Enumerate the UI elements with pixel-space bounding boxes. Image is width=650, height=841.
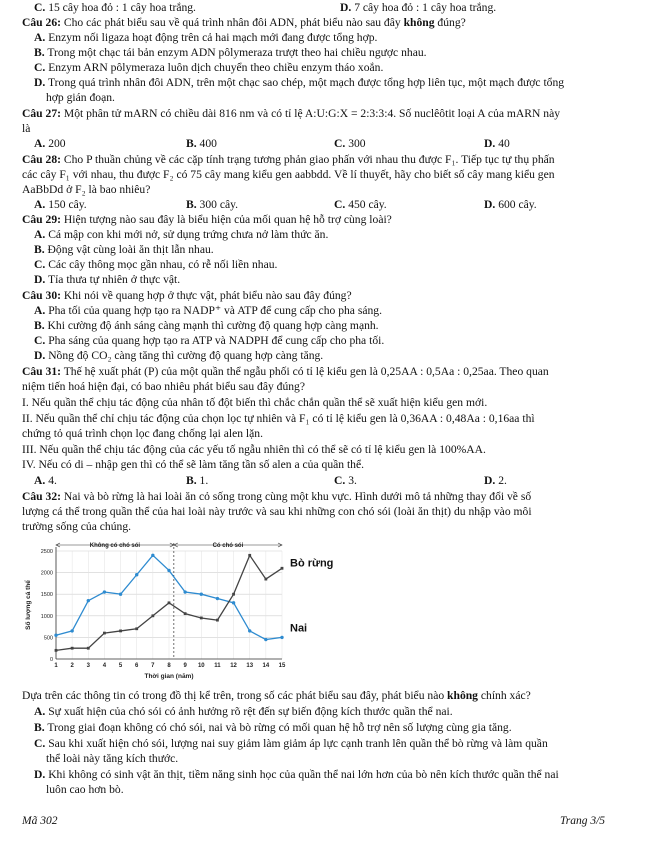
period2-label: Có chó sói	[212, 543, 244, 549]
q32-stem-cont2: trường sống của chúng.	[22, 520, 132, 533]
q32-option-a[interactable]: A. Sự xuất hiện của chó sói có ảnh hưởng rõ rệt đến sự biến động kích thước quần thể nai.	[34, 705, 453, 718]
population-line-chart	[20, 535, 350, 685]
q30-option-a[interactable]: A. Pha tối của quang hợp tạo ra NADP⁺ và ATP để cung cấp cho pha sáng.	[34, 304, 382, 317]
data-point-nai	[232, 601, 235, 604]
data-point-nai	[87, 599, 90, 602]
q31-statement-4: IV. Nếu có di – nhập gen thì có thể sẽ làm tăng tần số alen a của quần thể.	[22, 458, 365, 471]
q32-option-b[interactable]: B. Trong giai đoạn không có chó sói, nai và bò rừng có mối quan hệ hỗ trợ nên số lượng cùng gia tăng.	[34, 721, 512, 734]
q31-option-d[interactable]: D. 2.	[484, 474, 507, 487]
data-point-bo-rung	[248, 554, 251, 557]
q27-option-d[interactable]: D. 40	[484, 137, 510, 150]
q29-option-d[interactable]: D. Tỉa thưa tự nhiên ở thực vật.	[34, 273, 181, 286]
x-tick-label: 3	[86, 663, 90, 669]
series-label: Bò rừng	[290, 557, 334, 570]
x-tick-label: 4	[102, 663, 107, 669]
x-tick-label: 6	[135, 663, 139, 669]
q25-option-c[interactable]: C. 15 cây hoa đỏ : 1 cây hoa trắng.	[34, 1, 196, 14]
data-point-bo-rung	[55, 649, 58, 652]
period1-label: Không có chó sói	[89, 543, 141, 549]
x-tick-label: 1	[54, 663, 58, 669]
y-tick-label: 500	[43, 635, 53, 642]
x-tick-label: 12	[230, 663, 237, 669]
data-point-nai	[119, 593, 122, 596]
q27-option-a[interactable]: A. 200	[34, 137, 66, 150]
q31-stem-cont: niệm tiến hoá hiện đại, có bao nhiêu phát biểu sau đây đúng?	[22, 380, 305, 393]
q30-option-d[interactable]: D. Nồng độ CO₂ càng tăng thì cường độ quang hợp càng tăng.	[34, 349, 324, 362]
q32-option-d[interactable]: D. Khi không có sinh vật ăn thịt, tiềm năng sinh học của quần thể nai lớn hơn của bò nên kích thước quần thể nai	[34, 768, 559, 781]
x-tick-label: 2	[70, 663, 74, 669]
x-tick-label: 9	[183, 663, 187, 669]
q31-statement-2: II. Nếu quần thể chỉ chịu tác động của chọn lọc tự nhiên và F₁ có tỉ lệ kiểu gen là 0,36AA : 0,48Aa : 0,16aa thì	[22, 412, 535, 425]
data-point-bo-rung	[119, 630, 122, 633]
q29-stem: Câu 29: Hiện tượng nào sau đây là biểu hiện của mối quan hệ hỗ trợ cùng loài?	[22, 213, 392, 226]
data-point-nai	[167, 569, 170, 572]
data-point-nai	[200, 593, 203, 596]
x-axis-title: Thời gian (năm)	[144, 673, 194, 680]
q28-stem: Câu 28: Cho P thuần chủng về các cặp tính trạng tương phản giao phấn với nhau thu được F₁. Tiếp tục tự thụ phấn	[22, 153, 555, 166]
x-tick-label: 10	[197, 663, 205, 669]
y-tick-label: 1500	[40, 592, 53, 599]
data-point-bo-rung	[168, 601, 171, 604]
data-point-nai	[248, 629, 251, 632]
q31-stem: Câu 31: Thế hệ xuất phát (P) của một quần thể ngẫu phối có tỉ lệ kiểu gen là 0,25AA : 0,5Aa : 0,25aa. Theo quan	[22, 365, 549, 378]
data-point-nai	[135, 573, 138, 576]
chart-grid	[56, 551, 282, 659]
q32-after-stem: Dựa trên các thông tin có trong đồ thị kể trên, trong số các phát biểu sau đây, phát biểu nào không chính xác?	[22, 689, 531, 702]
data-point-nai	[54, 634, 57, 637]
x-tick-label: 13	[246, 663, 254, 669]
q31-option-c[interactable]: C. 3.	[334, 474, 357, 487]
exam-code: Mã 302	[22, 815, 58, 827]
data-point-nai	[151, 554, 154, 557]
q29-option-a[interactable]: A. Cá mập con khi mới nở, sử dụng trứng chưa nở làm thức ăn.	[34, 228, 329, 241]
data-point-nai	[70, 629, 73, 632]
data-point-nai	[103, 590, 106, 593]
data-point-bo-rung	[151, 614, 154, 617]
x-tick-label: 8	[167, 663, 171, 669]
data-point-nai	[280, 636, 283, 639]
data-point-bo-rung	[103, 632, 106, 635]
q29-option-b[interactable]: B. Động vật cùng loài ăn thịt lẫn nhau.	[34, 243, 214, 256]
data-point-bo-rung	[232, 593, 235, 596]
q32-stem-cont: lượng cá thể trong quần thể của hai loài này trước và sau khi những con chó sói (loài ăn thịt) du nhập vào môi	[22, 505, 532, 518]
q28-option-a[interactable]: A. 150 cây.	[34, 198, 87, 211]
chart-labels	[24, 543, 333, 680]
data-point-bo-rung	[264, 578, 267, 581]
y-tick-label: 1000	[40, 613, 53, 620]
q32-option-d-cont: luôn cao hơn bò.	[46, 783, 124, 796]
q31-statement-2-cont: chứng tỏ quá trình chọn lọc đang chống lại alen lặn.	[22, 427, 263, 440]
q29-option-c[interactable]: C. Các cây thông mọc gần nhau, có rễ nối liền nhau.	[34, 258, 278, 271]
q26-option-b[interactable]: B. Trong một chạc tái bản enzym ADN pôlymeraza trượt theo hai chiều ngược nhau.	[34, 46, 427, 59]
x-tick-label: 7	[151, 663, 155, 669]
data-point-bo-rung	[184, 612, 187, 615]
q26-option-a[interactable]: A. Enzym nối ligaza hoạt động trên cả hai mạch mới đang được tổng hợp.	[34, 31, 378, 44]
y-tick-label: 0	[49, 657, 53, 663]
q26-stem: Câu 26: Cho các phát biểu sau về quá trình nhân đôi ADN, phát biểu nào sau đây không đúng?	[22, 16, 466, 29]
data-point-bo-rung	[87, 647, 90, 650]
data-point-bo-rung	[135, 627, 138, 630]
q30-stem: Câu 30: Khi nói về quang hợp ở thực vật, phát biểu nào sau đây đúng?	[22, 289, 352, 302]
y-tick-label: 2000	[40, 570, 53, 577]
q31-statement-3: III. Nếu quần thể chịu tác động của các yếu tố ngẫu nhiên thì có thể sẽ có tỉ lệ kiểu gen là 100%AA.	[22, 443, 486, 456]
q28-stem-cont2: AaBbDd ở F₂ là bao nhiêu?	[22, 183, 151, 196]
q32-option-c[interactable]: C. Sau khi xuất hiện chó sói, lượng nai suy giảm làm giảm áp lực cạnh tranh lên quần thể bò rừng và làm quần	[34, 737, 548, 750]
data-point-nai	[264, 638, 267, 641]
page-number: Trang 3/5	[560, 815, 606, 827]
q25-option-d[interactable]: D. 7 cây hoa đỏ : 1 cây hoa trắng.	[340, 1, 497, 14]
data-point-bo-rung	[71, 647, 74, 650]
q26-option-d[interactable]: D. Trong quá trình nhân đôi ADN, trên một chạc sao chép, một mạch được tổng hợp liên tục, một mạch được tổng	[34, 76, 565, 89]
y-tick-label: 2500	[40, 549, 53, 555]
x-tick-label: 5	[118, 663, 123, 669]
q28-option-c[interactable]: C. 450 cây.	[334, 198, 387, 211]
series-label: Nai	[290, 622, 308, 635]
data-point-nai	[183, 590, 186, 593]
data-point-bo-rung	[216, 619, 219, 622]
x-tick-label: 11	[214, 663, 221, 669]
q28-option-d[interactable]: D. 600 cây.	[484, 198, 537, 211]
q26-option-d-cont: hợp gián đoạn.	[46, 91, 115, 104]
x-tick-label: 14	[262, 663, 270, 669]
q31-statement-1: I. Nếu quần thể chịu tác động của nhân tố đột biến thì chắc chắn quần thể sẽ xuất hiện kiểu gen mới.	[22, 396, 488, 409]
q27-option-b[interactable]: B. 400	[186, 137, 217, 150]
q31-option-a[interactable]: A. 4.	[34, 474, 57, 487]
data-point-bo-rung	[200, 617, 203, 620]
q27-stem: Câu 27: Một phân tử mARN có chiều dài 816 nm và có tỉ lệ A:U:G:X = 2:3:3:4. Số nuclêôtit loại A của mARN này	[22, 107, 561, 120]
q32-stem: Câu 32: Nai và bò rừng là hai loài ăn cỏ sống trong cùng một khu vực. Hình dưới mô tả những thay đổi về số	[22, 490, 532, 503]
data-point-bo-rung	[281, 567, 284, 570]
x-tick-label: 15	[278, 663, 286, 669]
y-axis-title: Số lượng cá thể	[25, 580, 32, 630]
q28-option-b[interactable]: B. 300 cây.	[186, 198, 239, 211]
q26-option-c[interactable]: C. Enzym ARN pôlymeraza luôn dịch chuyển theo chiều enzym tháo xoắn.	[34, 61, 384, 74]
q27-stem-cont: là	[22, 122, 31, 135]
q27-option-c[interactable]: C. 300	[334, 137, 366, 150]
q30-option-c[interactable]: C. Pha sáng của quang hợp tạo ra ATP và NADPH để cung cấp cho pha tối.	[34, 334, 385, 347]
q30-option-b[interactable]: B. Khi cường độ ánh sáng càng mạnh thì cường độ quang hợp càng mạnh.	[34, 319, 379, 332]
q32-option-c-cont: thể loài này tăng kích thước.	[46, 752, 179, 765]
q28-stem-cont: các cây F₁ với nhau, thu được F₂ có 75 cây mang kiểu gen aabbdd. Về lí thuyết, hãy cho biết số cây mang kiểu gen	[22, 168, 555, 181]
data-point-nai	[216, 597, 219, 600]
q31-option-b[interactable]: B. 1.	[186, 474, 209, 487]
